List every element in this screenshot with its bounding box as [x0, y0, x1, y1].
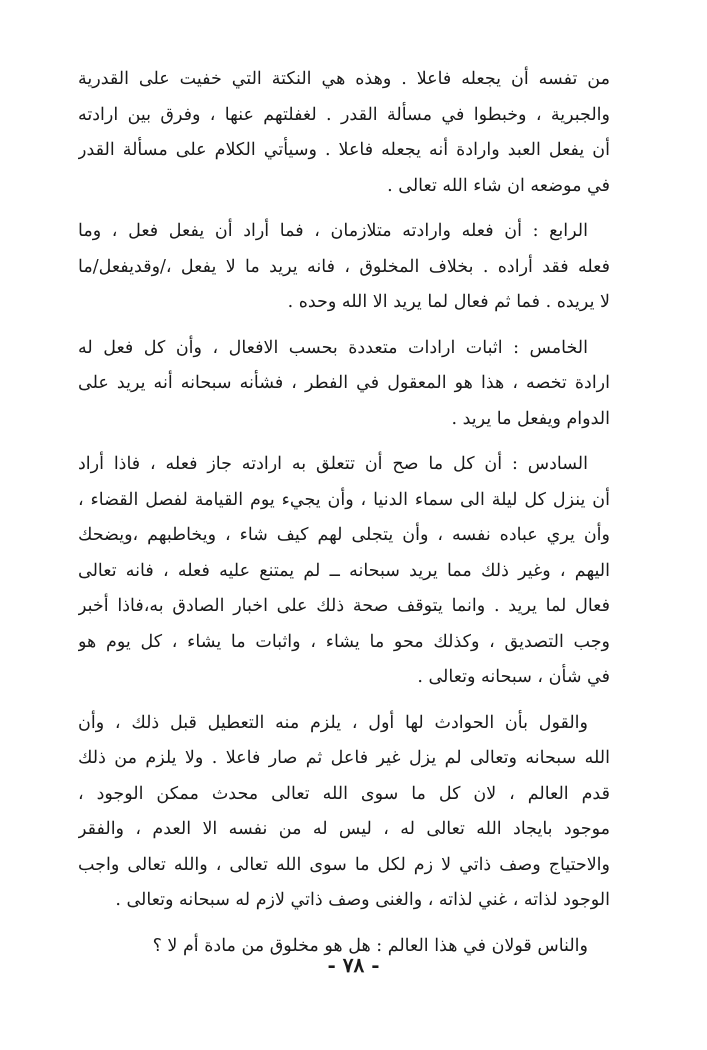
text-line: الخامس : اثبات ارادات متعددة بحسب الافعال ، وأن كل فعل له — [78, 337, 588, 358]
text-line: في شأن ، سبحانه وتعالى . — [417, 667, 610, 687]
paragraph-3 — [78, 331, 610, 438]
text-line: الله سبحانه وتعالى لم يزل غير فاعل ثم صار فاعلا . ولا يلزم من ذلك — [78, 748, 610, 768]
text-line: من تفسه أن يجعله فاعلا . وهذه هي النكتة التي خفيت على القدرية — [78, 69, 610, 89]
text-line: الوجود لذاته ، غني لذاته ، والغنى وصف ذاتي لازم له سبحانه وتعالى . — [115, 890, 610, 910]
text-line: ارادة تخصه ، هذا هو المعقول في الفطر ، فشأنه سبحانه أنه يريد على — [78, 373, 610, 393]
text-line: موجود بايجاد الله تعالى له ، ليس له من نفسه الا العدم ، والفقر — [78, 819, 610, 839]
text-line: السادس : أن كل ما صح أن تتعلق به ارادته جاز فعله ، فاذا أراد — [78, 454, 588, 474]
text-line: والناس قولان في هذا العالم : هل هو مخلوق من مادة أم لا ؟ — [152, 935, 588, 956]
page-body — [78, 62, 610, 974]
page-number: - ٧٨ - — [327, 953, 380, 977]
text-line: وأن يري عباده نفسه ، وأن يتجلى لهم كيف شاء ، ويخاطبهم ،ويضحك — [78, 525, 610, 545]
text-line: الرابع : أن فعله وارادته متلازمان ، فما أراد أن يفعل فعل ، وما — [78, 221, 588, 241]
text-line: الدوام ويفعل ما يريد . — [451, 408, 610, 429]
text-line: أن ينزل كل ليلة الى سماء الدنيا ، وأن يجيء يوم القيامة لفصل القضاء ، — [78, 489, 610, 510]
text-line: والجبرية ، وخبطوا في مسألة القدر . لغفلتهم عنها ، وفرق بين ارادته — [78, 104, 610, 125]
text-line: وجب التصديق ، وكذلك محو ما يشاء ، واثبات ما يشاء ، كل يوم هو — [78, 631, 610, 652]
text-line: فعال لما يريد . وانما يتوقف صحة ذلك على اخبار الصادق به،فاذا أخبر — [78, 596, 610, 616]
text-line: قدم العالم ، لان كل ما سوى الله تعالى محدث ممكن الوجود ، — [78, 783, 610, 804]
text-line: لا يريده . فما ثم فعال لما يريد الا الله وحده . — [287, 292, 610, 312]
paragraph-2 — [78, 214, 610, 321]
text-line: اليهم ، وغير ذلك مما يريد سبحانه ــ لم يمتنع عليه فعله ، فانه تعالى — [78, 560, 610, 581]
text-line: أن يفعل العبد وارادة أنه يجعله فاعلا . وسيأتي الكلام على مسألة القدر — [78, 140, 610, 160]
text-line: فعله فقد أراده . بخلاف المخلوق ، فانه يريد ما لا يفعل ،/وقديفعل/ما — [78, 256, 610, 277]
paragraph-5 — [78, 706, 610, 919]
text-line: في موضعه ان شاء الله تعالى . — [387, 175, 610, 196]
text-line: والاحتياج وصف ذاتي لا زم لكل ما سوى الله تعالى ، والله تعالى واجب — [78, 854, 610, 875]
paragraph-1 — [78, 62, 610, 204]
text-line: والقول بأن الحوادث لها أول ، يلزم منه التعطيل قبل ذلك ، وأن — [78, 712, 588, 733]
paragraph-4 — [78, 447, 610, 696]
